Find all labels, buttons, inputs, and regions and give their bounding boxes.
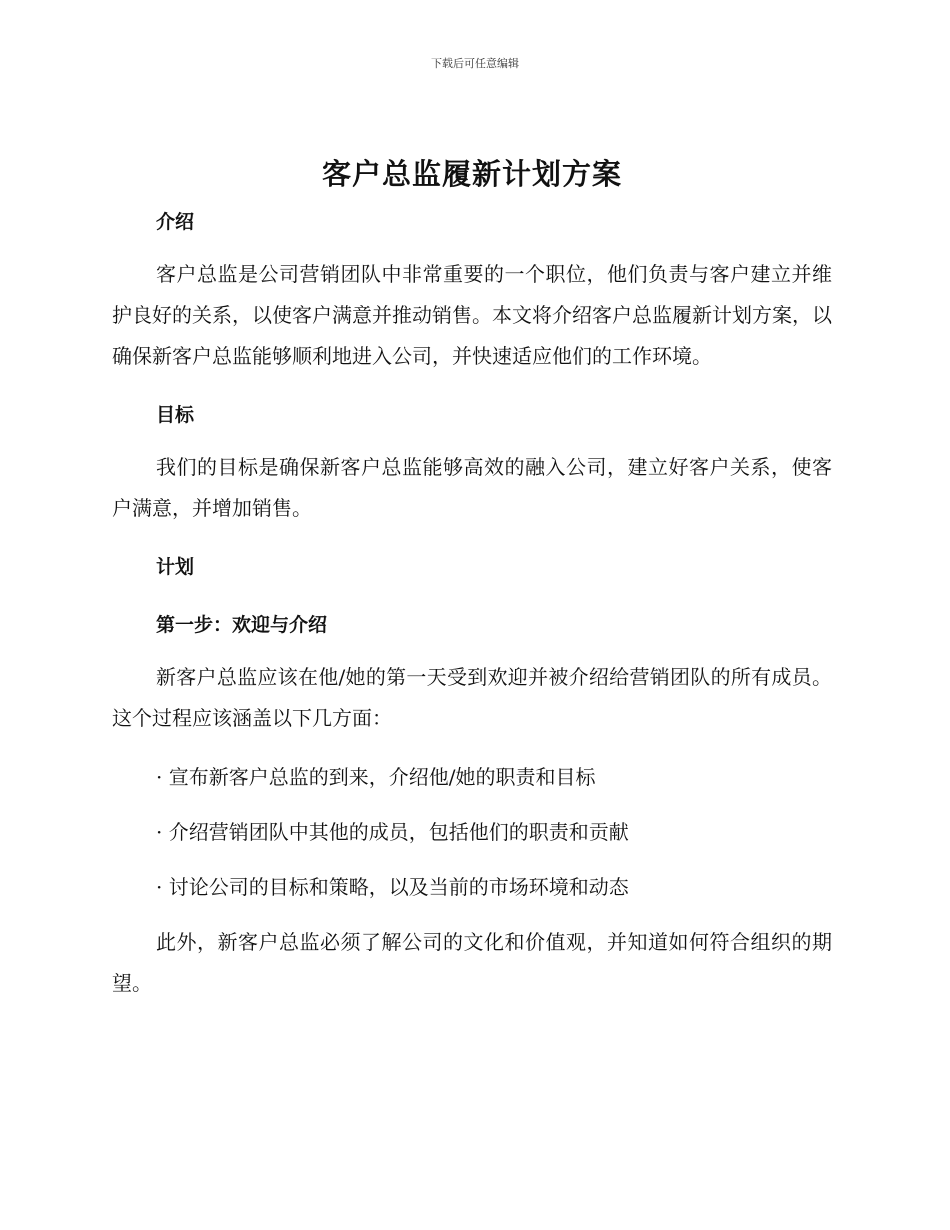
- step1-paragraph: 新客户总监应该在他/她的第一天受到欢迎并被介绍给营销团队的所有成员。这个过程应该涵盖以下几方面：: [112, 665, 832, 730]
- page-header: 下载后可任意编辑: [431, 57, 519, 70]
- goal-paragraph: 我们的目标是确保新客户总监能够高效的融入公司，建立好客户关系，使客户满意，并增加销售。: [112, 455, 832, 520]
- step1-heading: 第一步：欢迎与介绍: [156, 614, 328, 636]
- intro-paragraph: 客户总监是公司营销团队中非常重要的一个职位，他们负责与客户建立并维护良好的关系，以使客户满意并推动销售。本文将介绍客户总监履新计划方案，以确保新客户总监能够顺利地进入公司，并快速适应他们的工作环境。: [112, 262, 832, 368]
- section-heading-goal: 目标: [156, 404, 195, 426]
- closing-paragraph: 此外，新客户总监必须了解公司的文化和价值观，并知道如何符合组织的期望。: [112, 930, 832, 995]
- document-title: 客户总监履新计划方案: [321, 157, 622, 191]
- section-heading-plan: 计划: [156, 556, 195, 578]
- section-heading-intro: 介绍: [156, 211, 195, 233]
- bullet-item: · 宣布新客户总监的到来，介绍他/她的职责和目标: [156, 765, 596, 789]
- bullet-item: · 介绍营销团队中其他的成员，包括他们的职责和贡献: [156, 820, 629, 844]
- bullet-item: · 讨论公司的目标和策略，以及当前的市场环境和动态: [156, 875, 629, 899]
- document-body: [112, 150, 832, 1004]
